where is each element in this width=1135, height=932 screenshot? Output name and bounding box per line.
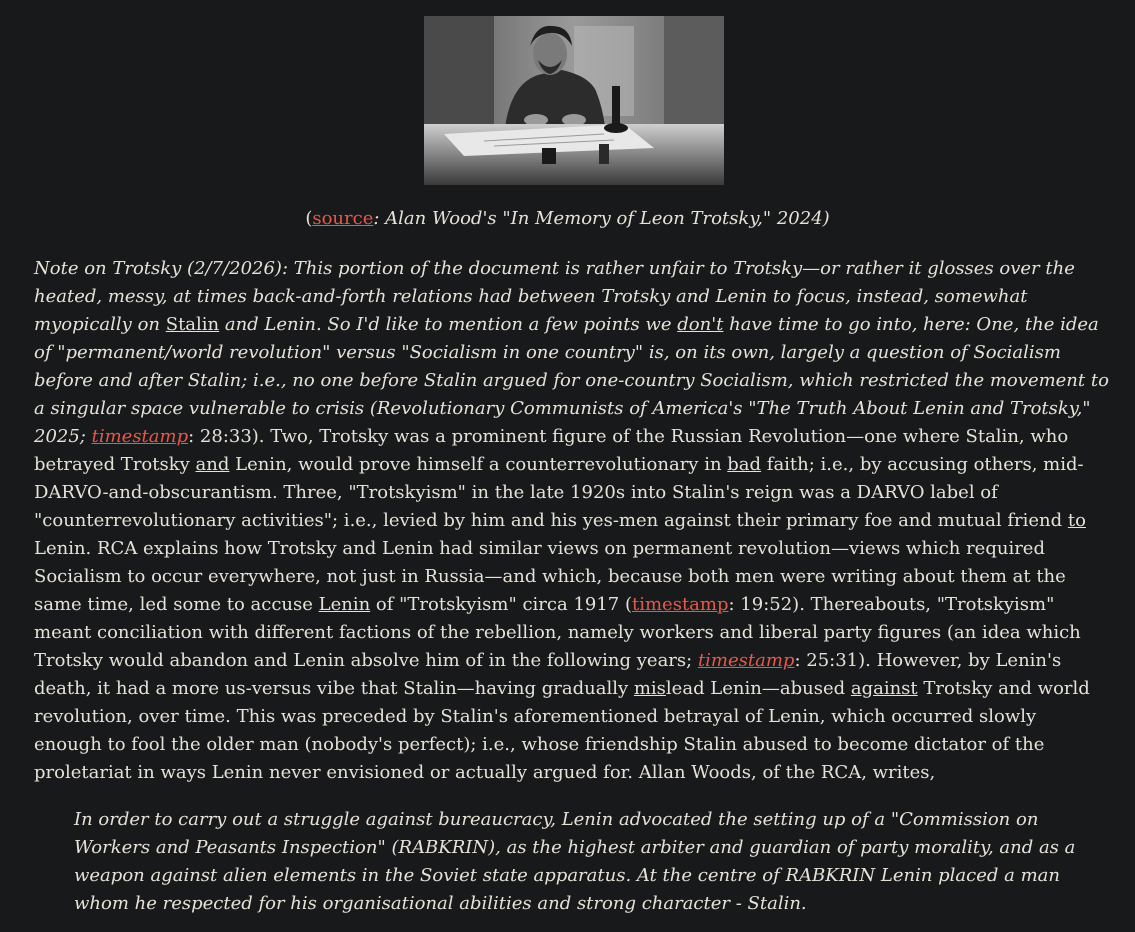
note-text: Lenin, would prove himself a counterrevolutionary in [229,454,728,475]
note-underline-stalin: Stalin [165,314,220,335]
note-text: Trotsky and world revolution, over time. This was preceded by Stalin's aforementioned betrayal of Lenin, which occurred slowly enough to fool the older man (nobody's perfect); i.e., whose friendship Stalin abused to become dictator of the proletariat in ways Lenin never envisioned or actually argued for. Allan Woods, of the RCA, writes, [34,678,1090,783]
note-text: : 19:52). Thereabouts, "Trotskyism" meant conciliation with different factions of the rebellion, namely workers and liberal party figures (an idea which Trotsky would abandon and Lenin absolve him of in the following years; [34,594,1081,671]
note-text: and Lenin. So I'd like to mention a few points we [219,314,678,335]
note-underline-bad: bad [727,454,762,475]
block-quote: In order to carry out a struggle against bureaucracy, Lenin advocated the setting up of a "Commission on Workers and Peasants Inspection" (RABKRIN), as the highest arbiter and guardian of party morality, and as a weapon against alien elements in the Soviet state apparatus. At the centre of RABKRIN Lenin placed a man whom he respected for his organisational abilities and strong character - Stalin. [74,809,1076,914]
note-underline-dont: don't [677,314,724,335]
caption-text: : Alan Wood's "In Memory of Leon Trotsky," 2024) [373,208,830,229]
note-underline-and: and [195,454,230,475]
photo-caption [0,206,1135,232]
note-underline-mis: mis [633,678,666,699]
note-text: : 28:33). Two, Trotsky was a prominent figure of the Russian Revolution—one where Stalin, who betrayed Trotsky [34,426,1069,475]
note-text: have time to go into, here: One, the idea of "permanent/world revolution" versus "Socialism in one country" is, on its own, largely a question of Socialism before and after Stalin; i.e., no one before Stalin argued for one-country Socialism, which restricted the movement to a singular space vulnerable to crisis (Revolutionary Communists of America's "The Truth About Lenin and Trotsky," 2025; [34,314,1109,447]
note-text: of "Trotskyism" circa 1917 ( [370,594,632,615]
timestamp-link-1[interactable]: timestamp [91,426,189,447]
note-text: Note on Trotsky (2/7/2026): This portion of the document is rather unfair to Trotsky—or rather it glosses over the heated, messy, at times back-and-forth relations had between Trotsky and Lenin to focus, instead, somewhat myopically on [34,258,1075,335]
note-text: Lenin. RCA explains how Trotsky and Lenin had similar views on permanent revolution—views which required Socialism to occur everywhere, not just in Russia—and which, because both men were writing about them at the same time, led some to accuse [34,538,1066,615]
note-text: lead Lenin—abused [665,678,851,699]
trotsky-note-paragraph [34,255,1109,787]
timestamp-link-2[interactable]: timestamp [632,594,729,615]
note-text: faith; i.e., by accusing others, mid-DARVO-and-obscurantism. Three, "Trotskyism" in the late 1920s into Stalin's reign was a DARVO label of "counterrevolutionary activities"; i.e., levied by him and his yes-men against their primary foe and mutual friend [34,454,1084,531]
note-underline-lenin: Lenin [318,594,371,615]
note-underline-against: against [850,678,918,699]
caption-open-paren: ( [305,208,313,229]
note-underline-to: to [1067,510,1086,531]
timestamp-link-3[interactable]: timestamp [697,650,795,671]
note-text: : 25:31). However, by Lenin's death, it had a more us-versus vibe that Stalin—having gradually [34,650,1062,699]
trotsky-photo [424,16,724,185]
source-link[interactable]: source [312,208,374,229]
